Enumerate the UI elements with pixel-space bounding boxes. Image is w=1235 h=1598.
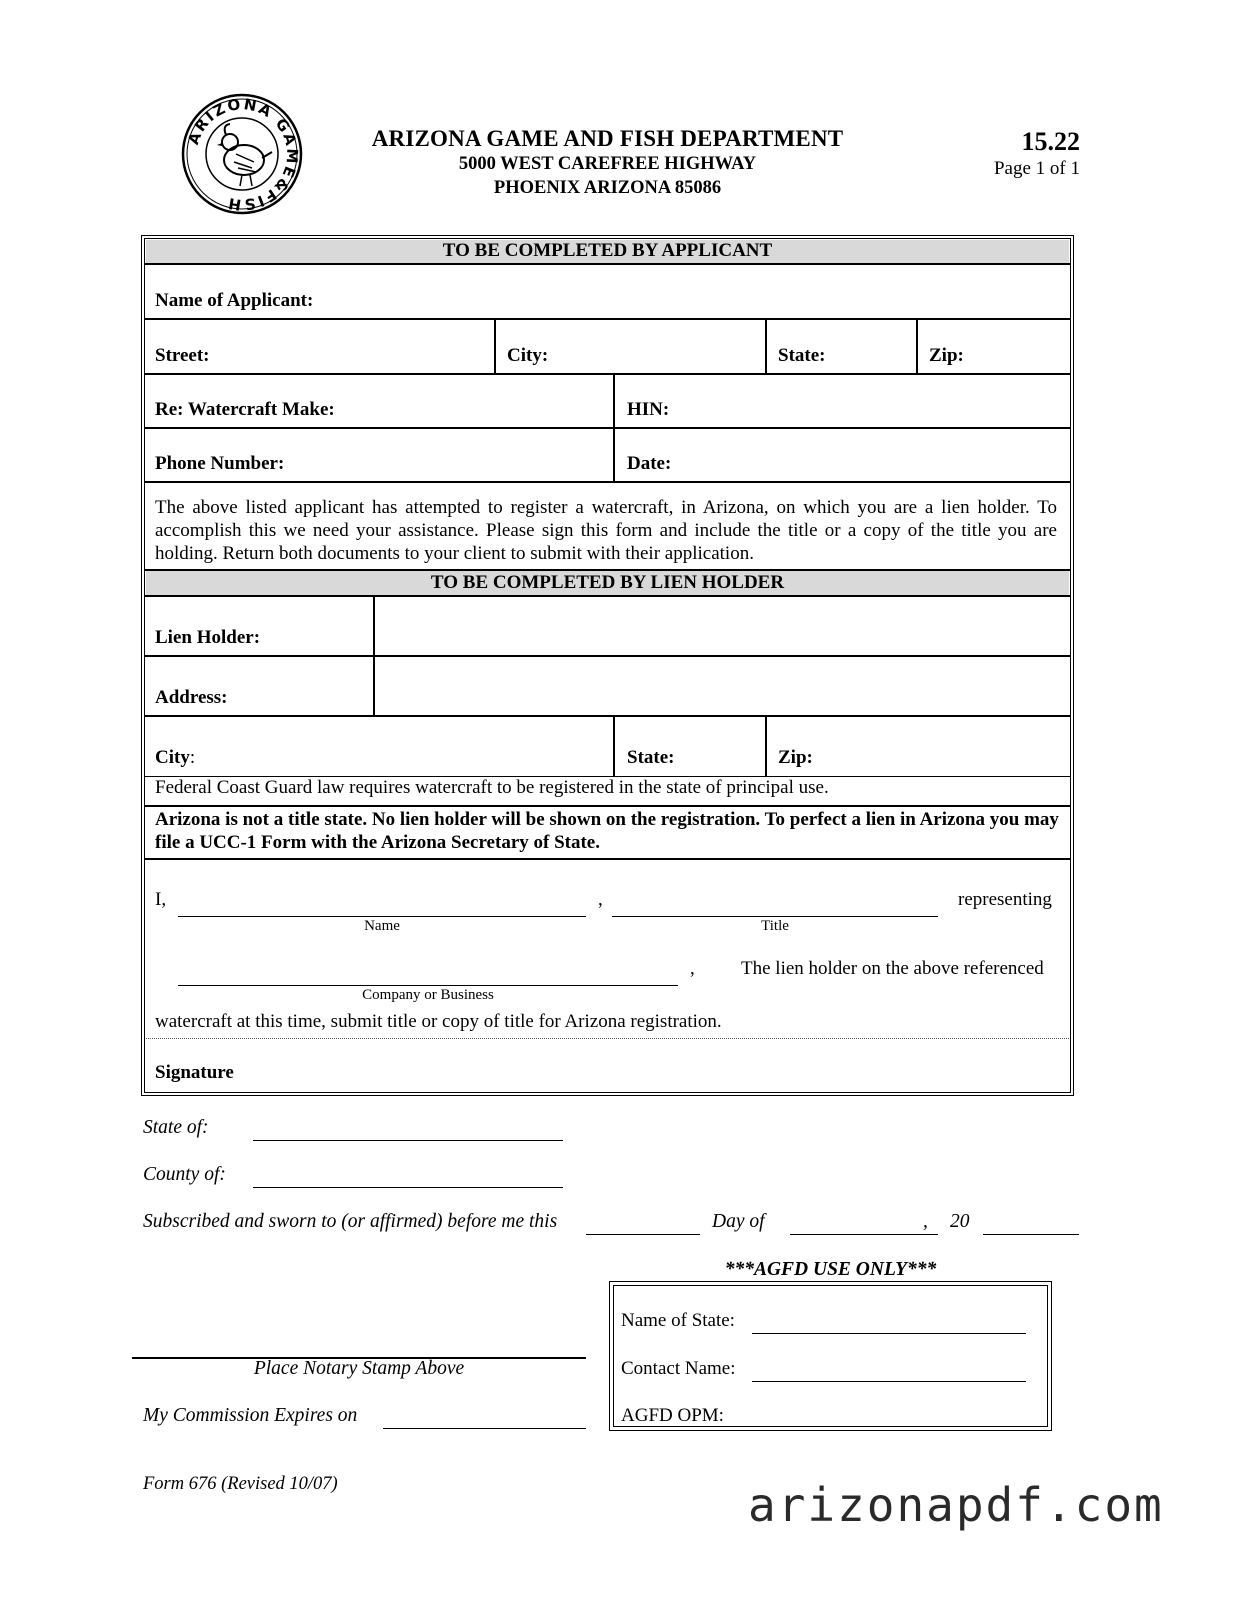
county-of-blank[interactable]: [253, 1187, 563, 1188]
company-blank[interactable]: [178, 985, 678, 986]
divider: [145, 481, 1070, 483]
year-prefix: 20: [950, 1211, 970, 1232]
applicant-name-label: Name of Applicant:: [155, 290, 314, 311]
date-label: Date:: [627, 453, 672, 474]
city-colon: :: [189, 747, 196, 768]
year-blank[interactable]: [983, 1234, 1079, 1235]
subscribed-text: Subscribed and sworn to (or affirmed) before me this: [143, 1211, 558, 1232]
coast-guard-note: Federal Coast Guard law requires watercraft to be registered in the state of principal use.: [155, 777, 829, 798]
statement-comma: ,: [598, 889, 603, 910]
agfd-use-only-heading: ***AGFD USE ONLY***: [724, 1259, 937, 1280]
lienholder-city-label: [155, 747, 195, 769]
lienholder-zip-label: Zip:: [778, 747, 813, 768]
applicant-section-heading: TO BE COMPLETED BY APPLICANT: [442, 240, 773, 261]
divider: [145, 655, 1070, 657]
name-caption: Name: [364, 918, 400, 934]
department-address-line2: PHOENIX ARIZONA 85086: [493, 178, 722, 198]
divider: [145, 805, 1070, 807]
contact-name-blank[interactable]: [752, 1381, 1026, 1382]
divider: [494, 319, 496, 374]
applicant-notice: The above listed applicant has attempted to register a watercraft, in Arizona, on which you are a lien holder. To accomplish this we need your assistance. Please sign this form and include the title or a copy of the title you are holding. Return both documents to your client to submit with their application.: [155, 497, 1057, 564]
signature-label: Signature: [155, 1062, 234, 1083]
phone-number-label: Phone Number:: [155, 453, 285, 474]
lienholder-address-label: Address:: [155, 687, 228, 708]
month-blank[interactable]: [790, 1234, 938, 1235]
divider: [145, 595, 1070, 597]
lienholder-state-label: State:: [627, 747, 675, 768]
name-of-state-label: Name of State:: [621, 1310, 735, 1331]
lienholder-section-heading: TO BE COMPLETED BY LIEN HOLDER: [430, 572, 785, 593]
divider: [145, 318, 1070, 320]
state-of-blank[interactable]: [253, 1140, 563, 1141]
divider: [145, 373, 1070, 375]
form-number: 15.22: [1021, 127, 1080, 156]
svg-text:ARIZONA GAME&FISH: ARIZONA GAME&FISH: [184, 95, 302, 214]
divider: [145, 715, 1070, 717]
state-label: State:: [778, 345, 826, 366]
statement-comma-2: ,: [690, 958, 695, 979]
commission-blank[interactable]: [383, 1428, 586, 1429]
agfd-seal-logo: [180, 92, 304, 216]
date-comma: ,: [923, 1211, 928, 1232]
divider: [765, 319, 767, 374]
lienholder-label: Lien Holder:: [155, 627, 261, 648]
divider: [613, 716, 615, 776]
state-of-label: State of:: [143, 1117, 209, 1138]
statement-i: I,: [155, 889, 167, 910]
agfd-opm-label: AGFD OPM:: [621, 1405, 724, 1426]
form-revision: Form 676 (Revised 10/07): [143, 1474, 338, 1494]
divider: [145, 427, 1070, 429]
lien-holder-reference: The lien holder on the above referenced: [741, 958, 1044, 979]
commission-label: My Commission Expires on: [143, 1405, 358, 1426]
contact-name-label: Contact Name:: [621, 1358, 736, 1379]
statement-end: watercraft at this time, submit title or copy of title for Arizona registration.: [155, 1011, 722, 1032]
site-watermark: arizonapdf.com: [748, 1478, 1164, 1532]
name-blank[interactable]: [178, 916, 586, 917]
city-text: City: [155, 747, 190, 768]
zip-label: Zip:: [929, 345, 964, 366]
day-of-text: Day of: [712, 1211, 765, 1232]
department-name: ARIZONA GAME AND FISH DEPARTMENT: [371, 126, 844, 151]
divider: [916, 319, 918, 374]
watercraft-make-label: Re: Watercraft Make:: [155, 399, 335, 420]
title-state-note: Arizona is not a title state. No lien holder will be shown on the registration. To perfect a lien in Arizona you may file a UCC-1 Form with the Arizona Secretary of State.: [155, 809, 1059, 853]
representing-text: representing: [958, 889, 1052, 910]
department-address-line1: 5000 WEST CAREFREE HIGHWAY: [458, 154, 757, 174]
city-label: City:: [507, 345, 549, 366]
hin-label: HIN:: [627, 399, 670, 420]
signature-divider: [146, 1038, 1069, 1039]
name-of-state-blank[interactable]: [752, 1333, 1026, 1334]
divider: [145, 263, 1070, 265]
notary-stamp-caption: Place Notary Stamp Above: [253, 1358, 465, 1379]
title-caption: Title: [761, 918, 789, 934]
county-of-label: County of:: [143, 1164, 226, 1185]
company-caption: Company or Business: [362, 987, 494, 1003]
street-label: Street:: [155, 345, 210, 366]
divider: [145, 858, 1070, 860]
day-blank[interactable]: [586, 1234, 700, 1235]
page-indicator: Page 1 of 1: [993, 158, 1080, 179]
divider: [765, 716, 767, 776]
title-blank[interactable]: [612, 916, 938, 917]
